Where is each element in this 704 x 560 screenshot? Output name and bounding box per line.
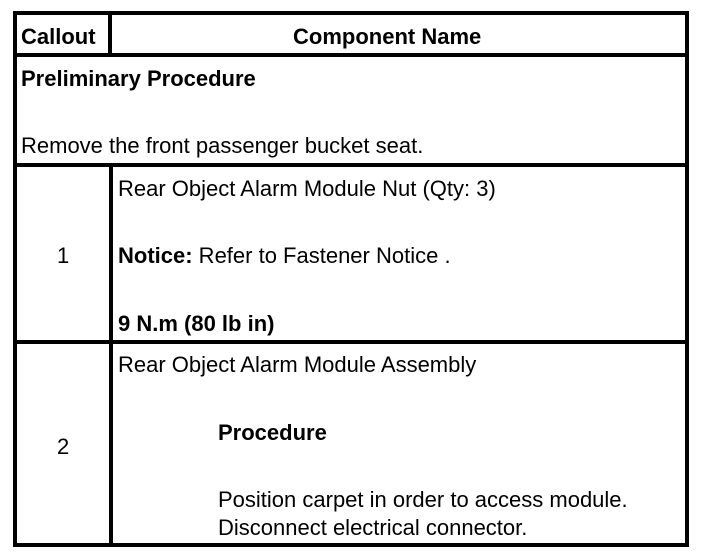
row-1-bottom-rule (17, 340, 685, 344)
row-2-component: Rear Object Alarm Module Assembly (118, 352, 477, 377)
row-1-component: Rear Object Alarm Module Nut (Qty: 3) (118, 176, 496, 201)
row-2-callout: 2 (57, 434, 70, 459)
header-component-name: Component Name (293, 24, 482, 49)
row-2-step-1: Position carpet in order to access module. (218, 487, 628, 512)
row-1-callout: 1 (57, 243, 70, 268)
header-callout: Callout (21, 24, 96, 49)
component-table (13, 11, 689, 547)
row-1-torque: 9 N.m (80 lb in) (118, 311, 275, 336)
header-divider (108, 15, 112, 55)
preliminary-title: Preliminary Procedure (21, 66, 256, 91)
row-2-step-2: Disconnect electrical connector. (218, 515, 528, 540)
preliminary-bottom-rule (17, 163, 685, 167)
row-1-notice-label: Notice: (118, 243, 193, 268)
header-bottom-rule (17, 53, 685, 57)
row-1-notice (118, 243, 451, 269)
preliminary-text: Remove the front passenger bucket seat. (21, 133, 424, 158)
row-2-procedure-title: Procedure (218, 420, 327, 445)
row-1-divider (109, 165, 113, 343)
row-1-notice-text: Refer to Fastener Notice . (192, 243, 451, 268)
row-2-divider (109, 342, 113, 547)
